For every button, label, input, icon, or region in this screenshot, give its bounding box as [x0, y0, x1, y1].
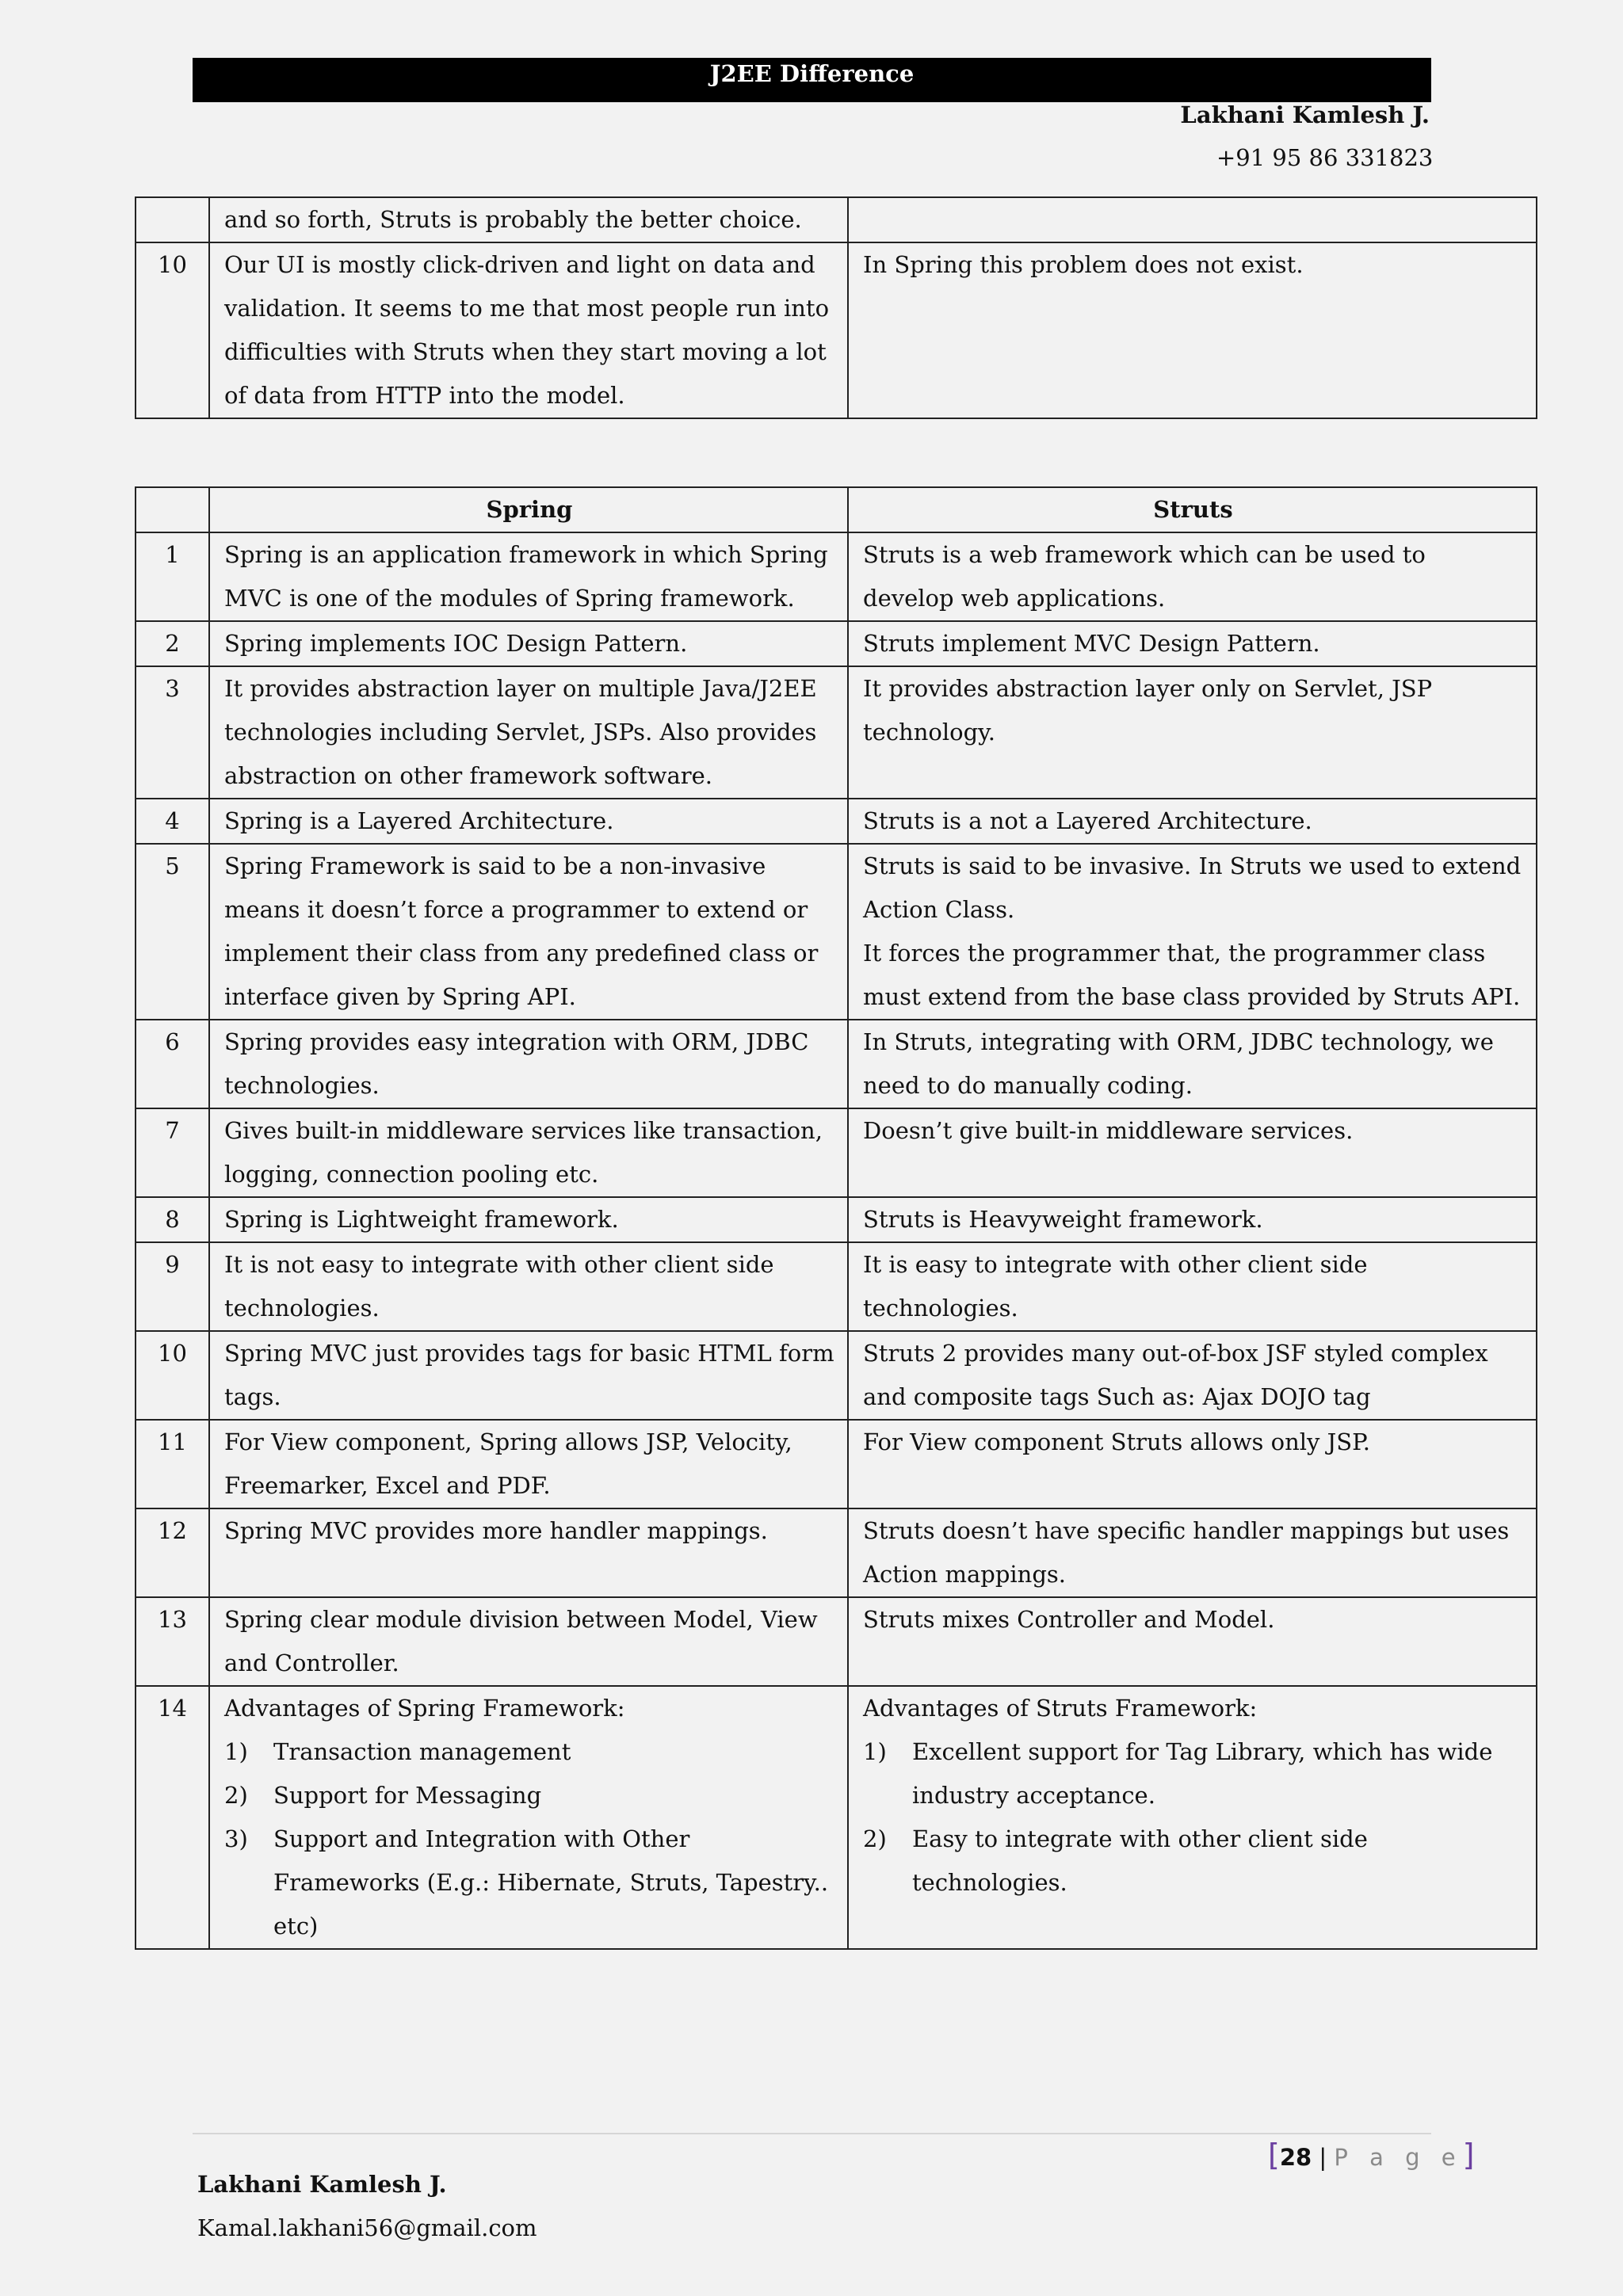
row-right-text: In Spring this problem does not exist.: [848, 242, 1537, 418]
struts-cell: It is easy to integrate with other client side technologies.: [848, 1242, 1537, 1331]
struts-cell: Struts 2 provides many out-of-box JSF styled complex and composite tags Such as: Ajax DOJO tag: [848, 1331, 1537, 1420]
spring-cell: Spring provides easy integration with ORM, JDBC technologies.: [209, 1020, 848, 1108]
header-struts: Struts: [848, 487, 1537, 532]
list-item-text: Excellent support for Tag Library, which has wide industry acceptance.: [912, 1738, 1493, 1809]
spring-cell: Spring Framework is said to be a non-invasive means it doesn’t force a programmer to extend or implement their class from any predefined class or interface given by Spring API.: [209, 844, 848, 1020]
spring-cell: Spring is a Layered Architecture.: [209, 799, 848, 844]
header-author: Lakhani Kamlesh J.: [1180, 101, 1430, 128]
row-number: 9: [136, 1242, 209, 1331]
struts-cell: For View component Struts allows only JSP.: [848, 1420, 1537, 1508]
row-left-text: Our UI is mostly click-driven and light on data and validation. It seems to me that most people run into difficulties with Struts when they start moving a lot of data from HTTP into the model.: [209, 242, 848, 418]
spring-cell: [209, 1686, 848, 1949]
spring-cell: Spring MVC just provides tags for basic HTML form tags.: [209, 1331, 848, 1420]
table-row: [136, 197, 1537, 242]
spring-cell: Spring clear module division between Model, View and Controller.: [209, 1597, 848, 1686]
page-number: 28: [1279, 2144, 1312, 2171]
list-item-text: Transaction management: [273, 1738, 571, 1765]
struts-advantages-title: Advantages of Struts Framework:: [863, 1695, 1258, 1722]
right-bracket-glyph: ]: [1462, 2138, 1475, 2172]
spring-advantages-title: Advantages of Spring Framework:: [224, 1695, 625, 1722]
row-number: 11: [136, 1420, 209, 1508]
table-row: [136, 1020, 1537, 1108]
page-word: P a g e: [1334, 2144, 1463, 2171]
list-item-number: 3): [224, 1825, 248, 1852]
page-number-label: [28 | P a g e]: [1268, 2138, 1475, 2172]
comparison-table-continued: [135, 196, 1537, 419]
list-item-number: 2): [863, 1825, 887, 1852]
spring-vs-struts-table: [135, 486, 1537, 1950]
list-item: [224, 1730, 834, 1774]
table-row: [136, 1420, 1537, 1508]
header-num-cell: [136, 487, 209, 532]
table-row: [136, 1108, 1537, 1197]
table-row: [136, 1597, 1537, 1686]
spring-advantages-list: [224, 1730, 834, 1948]
row-number: 8: [136, 1197, 209, 1242]
table-row: [136, 1242, 1537, 1331]
spring-cell: Spring is Lightweight framework.: [209, 1197, 848, 1242]
table-row: [136, 666, 1537, 799]
list-item-text: Support for Messaging: [273, 1782, 542, 1809]
row-number: 10: [136, 242, 209, 418]
spring-cell: Gives built-in middleware services like transaction, logging, connection pooling etc.: [209, 1108, 848, 1197]
list-item: [224, 1774, 834, 1817]
row-number: 14: [136, 1686, 209, 1949]
row-number: 5: [136, 844, 209, 1020]
spring-cell: Spring implements IOC Design Pattern.: [209, 621, 848, 666]
row-number: 7: [136, 1108, 209, 1197]
struts-cell: It provides abstraction layer only on Servlet, JSP technology.: [848, 666, 1537, 799]
table-row: [136, 1197, 1537, 1242]
list-item: [224, 1817, 834, 1948]
list-item: [863, 1817, 1523, 1905]
table-row: [136, 1508, 1537, 1597]
table-row: [136, 532, 1537, 621]
struts-cell: [848, 1686, 1537, 1949]
row-right-text: [848, 197, 1537, 242]
table-row: [136, 621, 1537, 666]
row-number: 13: [136, 1597, 209, 1686]
struts-cell: [848, 844, 1537, 1020]
struts-advantages-list: [863, 1730, 1523, 1905]
row-number: 6: [136, 1020, 209, 1108]
footer-author: Lakhani Kamlesh J.: [197, 2171, 447, 2198]
struts-cell: Doesn’t give built-in middleware services.: [848, 1108, 1537, 1197]
row-number: 2: [136, 621, 209, 666]
table-row: [136, 799, 1537, 844]
row-number: 3: [136, 666, 209, 799]
footer-email: Kamal.lakhani56@gmail.com: [197, 2214, 537, 2241]
left-bracket-glyph: [: [1268, 2138, 1280, 2172]
table-row: [136, 242, 1537, 418]
spring-cell: For View component, Spring allows JSP, Velocity, Freemarker, Excel and PDF.: [209, 1420, 848, 1508]
struts-cell: Struts mixes Controller and Model.: [848, 1597, 1537, 1686]
table-header-row: [136, 487, 1537, 532]
struts-paragraph: Struts is said to be invasive. In Struts we used to extend Action Class.: [863, 852, 1522, 923]
struts-cell: Struts is a web framework which can be used to develop web applications.: [848, 532, 1537, 621]
list-item-number: 1): [224, 1738, 248, 1765]
struts-paragraph: It forces the programmer that, the programmer class must extend from the base class provided by Struts API.: [863, 940, 1521, 1010]
table-row: [136, 1686, 1537, 1949]
list-item-number: 1): [863, 1738, 887, 1765]
row-left-text: and so forth, Struts is probably the better choice.: [209, 197, 848, 242]
table-row: [136, 1331, 1537, 1420]
list-item-text: Support and Integration with Other Frameworks (E.g.: Hibernate, Struts, Tapestry.. etc): [273, 1825, 829, 1939]
struts-cell: Struts is Heavyweight framework.: [848, 1197, 1537, 1242]
struts-cell: Struts doesn’t have specific handler mappings but uses Action mappings.: [848, 1508, 1537, 1597]
row-number: [136, 197, 209, 242]
list-item-text: Easy to integrate with other client side technologies.: [912, 1825, 1368, 1896]
spring-cell: Spring is an application framework in which Spring MVC is one of the modules of Spring framework.: [209, 532, 848, 621]
spring-cell: It is not easy to integrate with other client side technologies.: [209, 1242, 848, 1331]
struts-cell: Struts is a not a Layered Architecture.: [848, 799, 1537, 844]
row-number: 10: [136, 1331, 209, 1420]
spring-cell: Spring MVC provides more handler mappings.: [209, 1508, 848, 1597]
footer-divider: [193, 2133, 1431, 2134]
spring-cell: It provides abstraction layer on multiple Java/J2EE technologies including Servlet, JSPs. Also provides abstraction on other framework software.: [209, 666, 848, 799]
list-item-number: 2): [224, 1782, 248, 1809]
row-number: 4: [136, 799, 209, 844]
header-phone: +91 95 86 331823: [1216, 144, 1434, 171]
row-number: 1: [136, 532, 209, 621]
header-spring: Spring: [209, 487, 848, 532]
struts-cell: In Struts, integrating with ORM, JDBC technology, we need to do manually coding.: [848, 1020, 1537, 1108]
row-number: 12: [136, 1508, 209, 1597]
list-item: [863, 1730, 1523, 1817]
struts-cell: Struts implement MVC Design Pattern.: [848, 621, 1537, 666]
table-row: [136, 844, 1537, 1020]
document-title: J2EE Difference: [193, 58, 1431, 102]
